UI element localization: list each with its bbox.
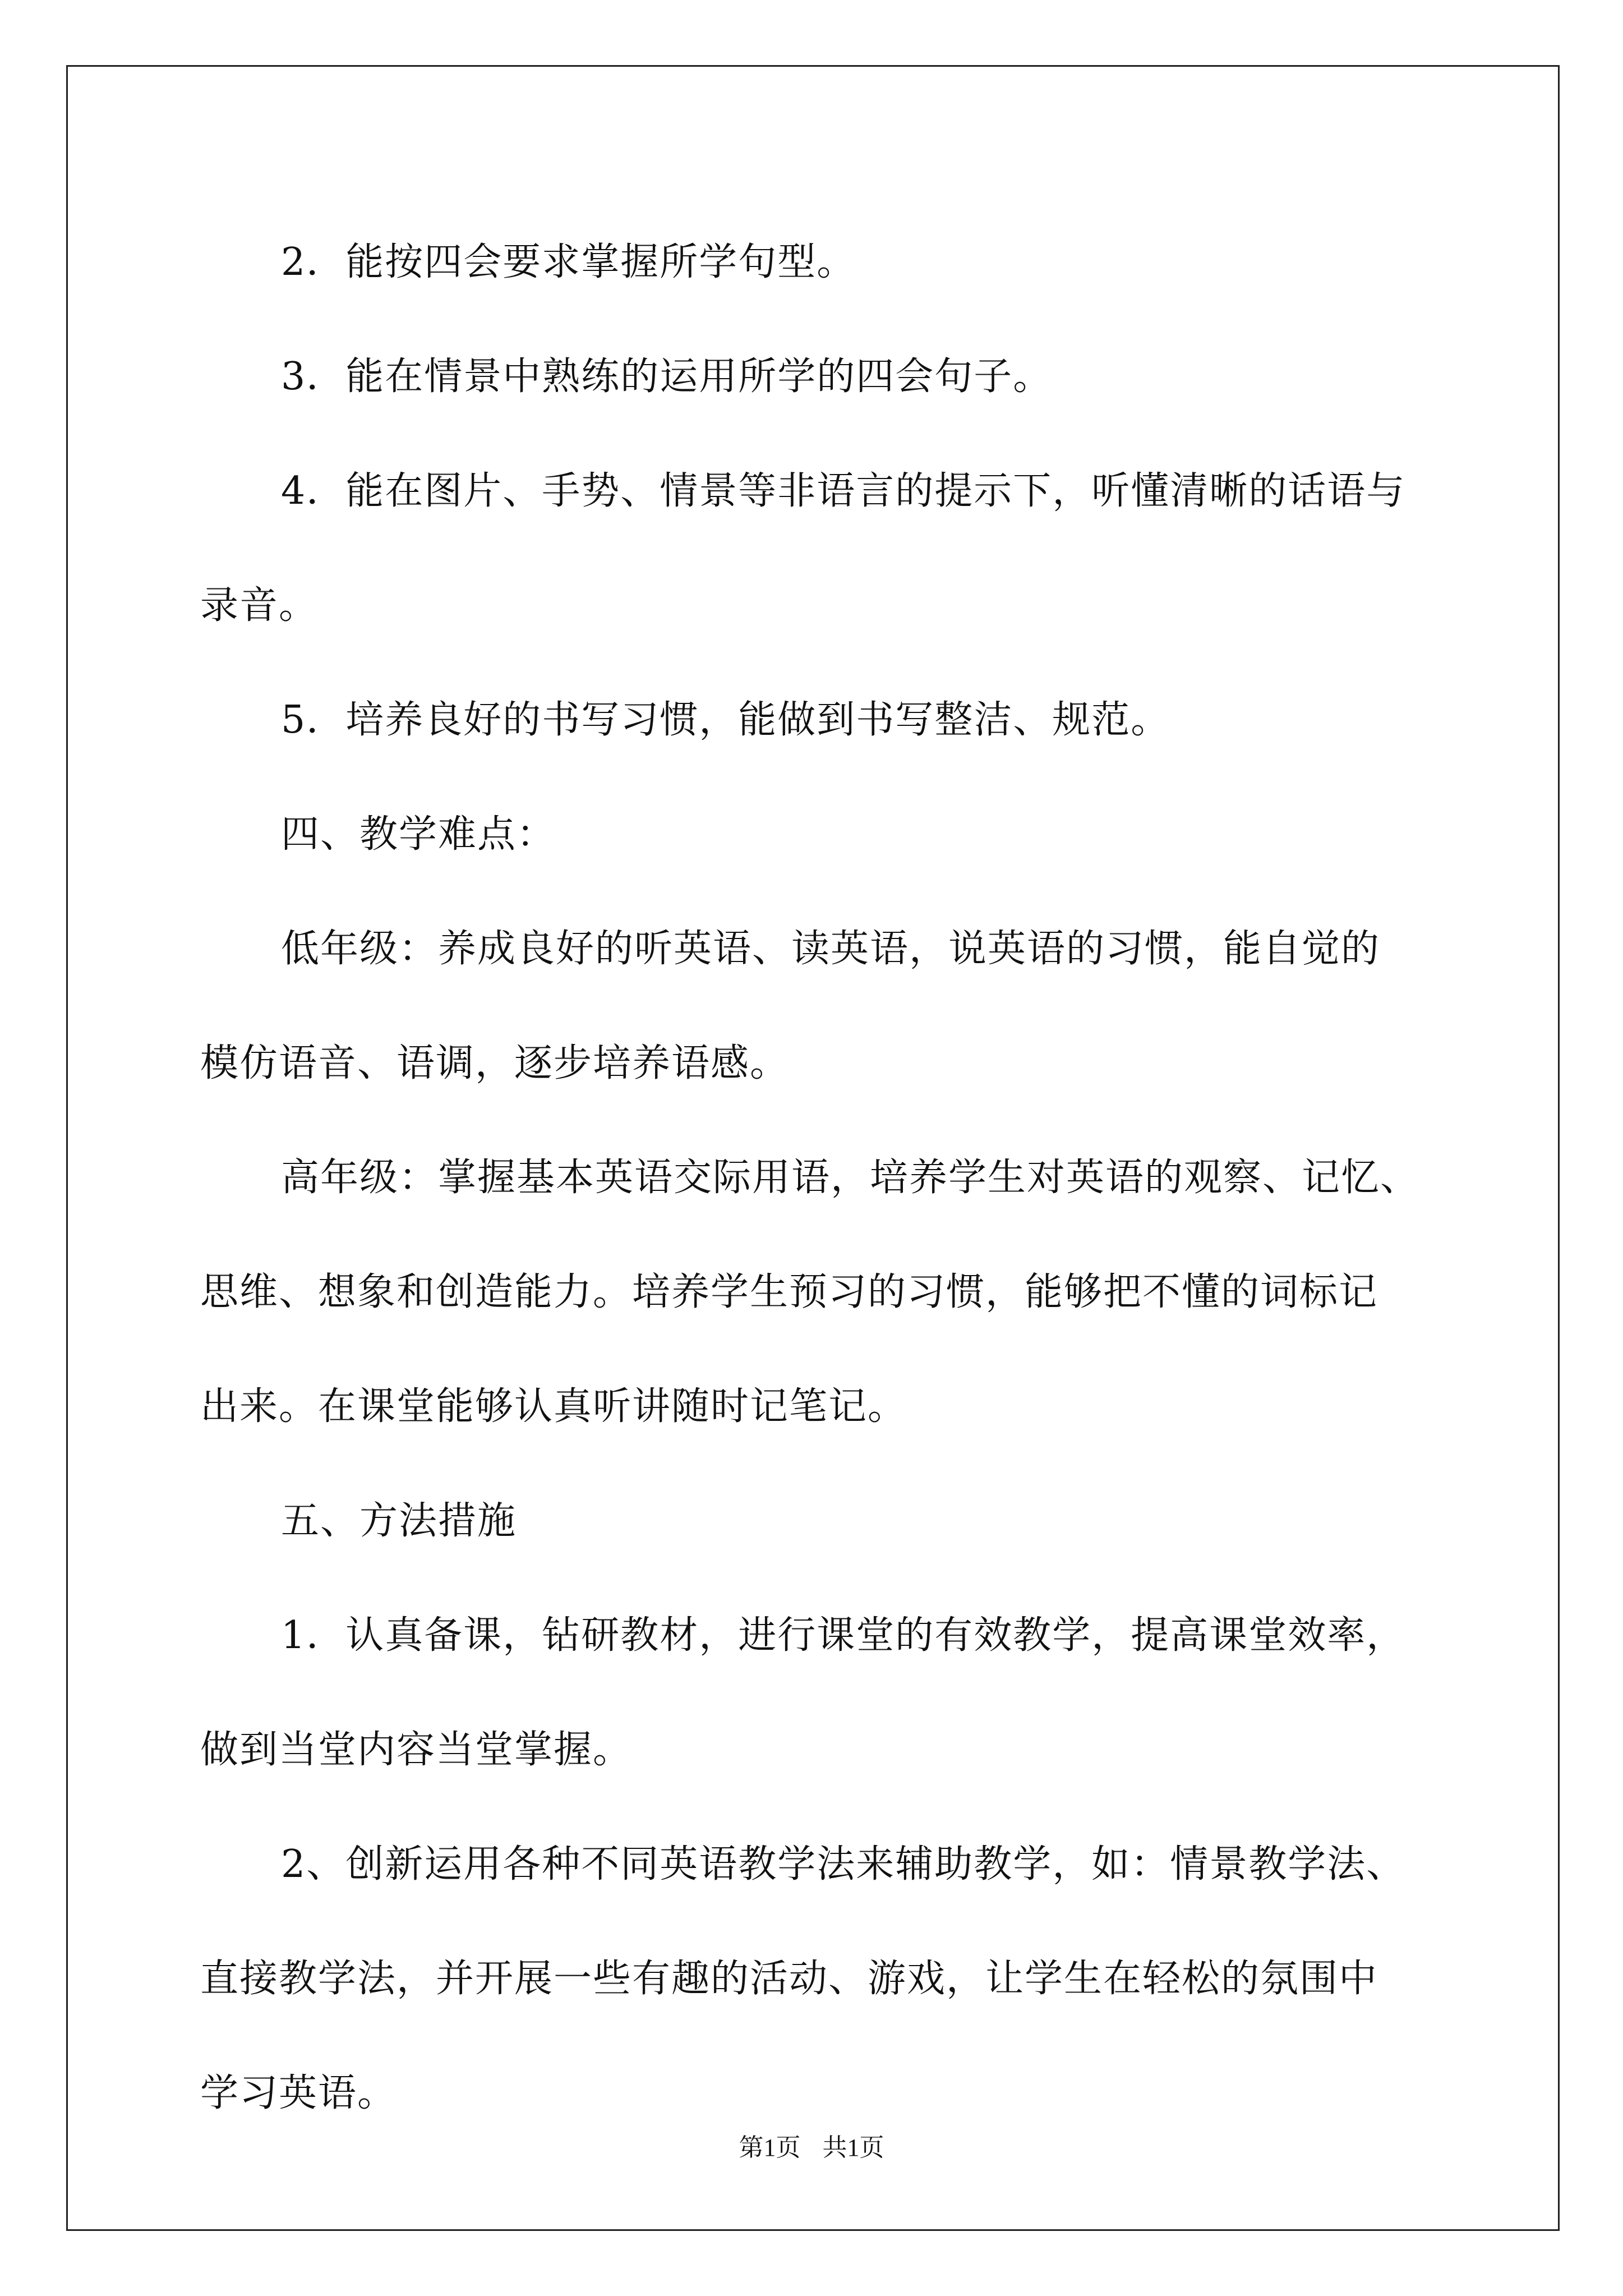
paragraph-line: 5．培养良好的书写习惯，能做到书写整洁、规范。: [281, 698, 1170, 742]
paragraph-line: 2、创新运用各种不同英语教学法来辅助教学，如：情景教学法、: [281, 1842, 1406, 1887]
page-number: 第1页: [739, 2134, 801, 2161]
paragraph-line: 4．能在图片、手势、情景等非语言的提示下，听懂清晰的话语与: [281, 469, 1406, 513]
section-heading: 五、方法措施: [281, 1499, 517, 1543]
paragraph-line: 2．能按四会要求掌握所学句型。: [281, 240, 856, 284]
paragraph-line: 思维、想象和创造能力。培养学生预习的习惯，能够把不懂的词标记: [200, 1270, 1378, 1314]
paragraph-line: 低年级：养成良好的听英语、读英语，说英语的习惯，能自觉的: [281, 927, 1381, 971]
paragraph-line: 直接教学法，并开展一些有趣的活动、游戏，让学生在轻松的氛围中: [200, 1957, 1378, 2001]
paragraph-line: 3．能在情景中熟练的运用所学的四会句子。: [281, 355, 1053, 399]
paragraph-line: 出来。在课堂能够认真听讲随时记笔记。: [200, 1384, 907, 1429]
page-footer: [0, 2127, 1623, 2163]
paragraph-line: 模仿语音、语调，逐步培养语感。: [200, 1041, 790, 1085]
paragraph-line: 高年级：掌握基本英语交际用语，培养学生对英语的观察、记忆、: [281, 1156, 1420, 1200]
paragraph-line: 做到当堂内容当堂掌握。: [200, 1728, 633, 1772]
paragraph-line: 1．认真备课，钻研教材，进行课堂的有效教学，提高课堂效率，: [281, 1613, 1406, 1658]
paragraph-line: 录音。: [200, 583, 319, 628]
page-total: 共1页: [822, 2134, 884, 2161]
paragraph-line: 学习英语。: [200, 2071, 397, 2115]
section-heading: 四、教学难点：: [281, 812, 556, 857]
document-body: [200, 205, 1456, 2151]
